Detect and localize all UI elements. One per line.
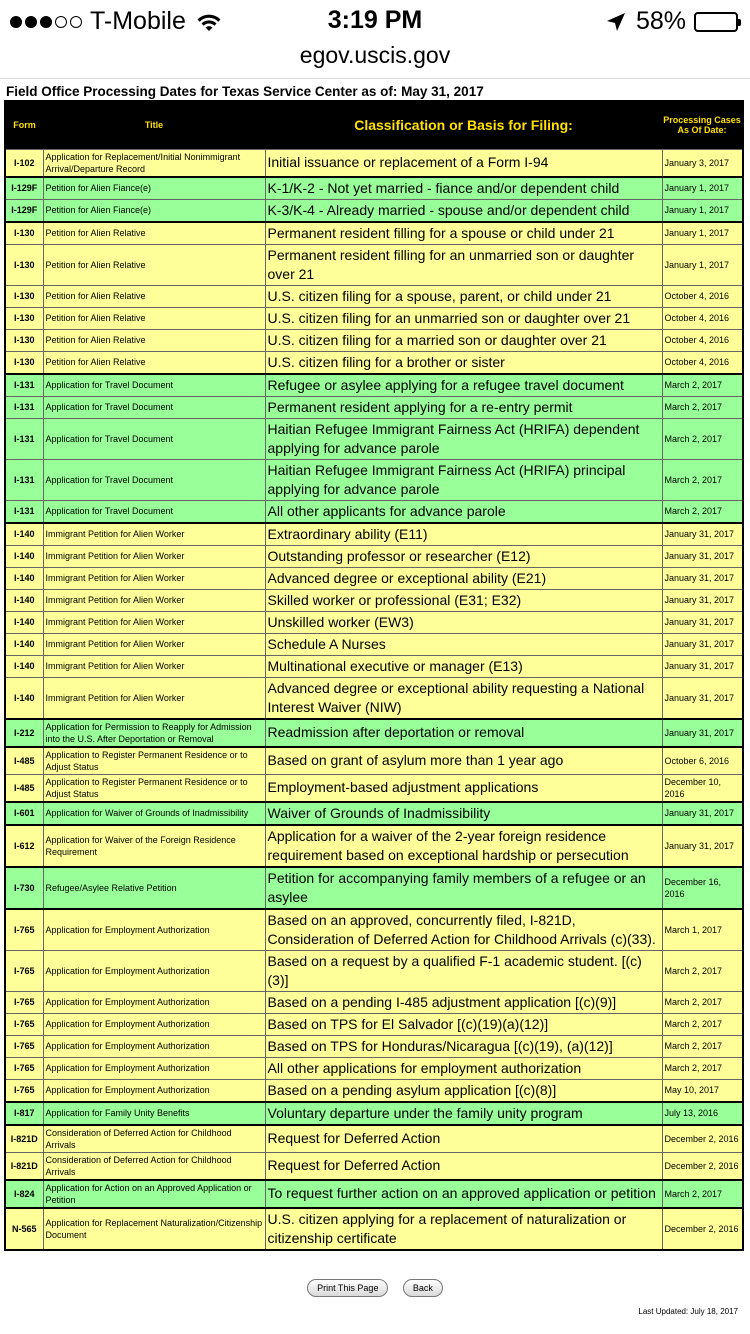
title-cell: Application for Employment Authorization xyxy=(43,909,265,951)
classification-cell: Skilled worker or professional (E31; E32) xyxy=(265,589,662,611)
title-cell: Application to Register Permanent Residence or to Adjust Status xyxy=(43,747,265,775)
form-cell: I-212 xyxy=(5,719,43,747)
table-row xyxy=(5,825,743,867)
date-cell: March 2, 2017 xyxy=(662,459,743,500)
form-cell: I-131 xyxy=(5,500,43,523)
title-cell: Application for Replacement Naturalization/Citizenship Document xyxy=(43,1208,265,1250)
title-cell: Application for Waiver of the Foreign Residence Requirement xyxy=(43,825,265,867)
form-cell: I-612 xyxy=(5,825,43,867)
date-cell: January 31, 2017 xyxy=(662,523,743,546)
title-cell: Application for Waiver of Grounds of Inadmissibility xyxy=(43,802,265,825)
date-cell: March 2, 2017 xyxy=(662,418,743,459)
table-row xyxy=(5,418,743,459)
title-cell: Application for Replacement/Initial Nonimmigrant Arrival/Departure Record xyxy=(43,149,265,177)
form-cell: I-140 xyxy=(5,633,43,655)
title-cell: Immigrant Petition for Alien Worker xyxy=(43,545,265,567)
table-row xyxy=(5,1102,743,1125)
title-cell: Application for Employment Authorization xyxy=(43,1035,265,1057)
classification-cell: Refugee or asylee applying for a refugee travel document xyxy=(265,374,662,397)
title-cell: Application to Register Permanent Residence or to Adjust Status xyxy=(43,774,265,802)
classification-cell: Schedule A Nurses xyxy=(265,633,662,655)
form-cell: I-765 xyxy=(5,1035,43,1057)
table-row xyxy=(5,747,743,775)
form-cell: I-821D xyxy=(5,1125,43,1153)
date-cell: October 4, 2016 xyxy=(662,351,743,374)
form-cell: I-131 xyxy=(5,374,43,397)
title-cell: Petition for Alien Relative xyxy=(43,222,265,245)
date-cell: January 31, 2017 xyxy=(662,611,743,633)
table-row xyxy=(5,719,743,747)
clock: 3:19 PM xyxy=(327,6,423,34)
processing-dates-table xyxy=(4,100,744,1251)
classification-cell: Haitian Refugee Immigrant Fairness Act (HRIFA) principal applying for advance parole xyxy=(265,459,662,500)
table-row xyxy=(5,1035,743,1057)
date-cell: January 1, 2017 xyxy=(662,244,743,285)
classification-cell: U.S. citizen filing for an unmarried son or daughter over 21 xyxy=(265,307,662,329)
date-cell: January 1, 2017 xyxy=(662,222,743,245)
status-bar-right xyxy=(606,7,738,36)
classification-cell: Haitian Refugee Immigrant Fairness Act (HRIFA) dependent applying for advance parole xyxy=(265,418,662,459)
date-cell: January 31, 2017 xyxy=(662,545,743,567)
date-cell: March 2, 2017 xyxy=(662,1013,743,1035)
classification-cell: Request for Deferred Action xyxy=(265,1152,662,1180)
title-cell: Application for Travel Document xyxy=(43,374,265,397)
title-cell: Application for Travel Document xyxy=(43,418,265,459)
form-cell: I-130 xyxy=(5,244,43,285)
title-cell: Immigrant Petition for Alien Worker xyxy=(43,633,265,655)
table-row xyxy=(5,774,743,802)
date-cell: May 10, 2017 xyxy=(662,1079,743,1102)
date-cell: October 4, 2016 xyxy=(662,307,743,329)
date-cell: October 6, 2016 xyxy=(662,747,743,775)
header-classification: Classification or Basis for Filing: xyxy=(265,101,662,149)
page-title: Field Office Processing Dates for Texas Service Center as of: May 31, 2017 xyxy=(6,84,484,99)
table-row xyxy=(5,633,743,655)
table-row xyxy=(5,523,743,546)
table-row xyxy=(5,459,743,500)
date-cell: March 2, 2017 xyxy=(662,374,743,397)
back-button[interactable]: Back xyxy=(403,1279,443,1297)
classification-cell: Readmission after deportation or removal xyxy=(265,719,662,747)
table-row xyxy=(5,199,743,222)
status-bar xyxy=(0,0,750,40)
date-cell: March 2, 2017 xyxy=(662,950,743,991)
title-cell: Application for Travel Document xyxy=(43,459,265,500)
classification-cell: K-1/K-2 - Not yet married - fiance and/or dependent child xyxy=(265,177,662,200)
title-cell: Application for Permission to Reapply for Admission into the U.S. After Deportation or Removal xyxy=(43,719,265,747)
table-row xyxy=(5,1057,743,1079)
form-cell: I-140 xyxy=(5,523,43,546)
classification-cell: Based on TPS for El Salvador [(c)(19)(a)(12)] xyxy=(265,1013,662,1035)
title-cell: Petition for Alien Relative xyxy=(43,244,265,285)
title-cell: Application for Employment Authorization xyxy=(43,991,265,1013)
table-header-row xyxy=(5,101,743,149)
form-cell: I-130 xyxy=(5,351,43,374)
form-cell: I-129F xyxy=(5,199,43,222)
form-cell: I-824 xyxy=(5,1180,43,1208)
battery-percent: 58% xyxy=(635,7,686,35)
title-cell: Immigrant Petition for Alien Worker xyxy=(43,567,265,589)
button-bar xyxy=(4,1278,746,1297)
classification-cell: U.S. citizen filing for a brother or sister xyxy=(265,351,662,374)
title-cell: Application for Action on an Approved Application or Petition xyxy=(43,1180,265,1208)
table-row xyxy=(5,567,743,589)
table-row xyxy=(5,307,743,329)
classification-cell: Waiver of Grounds of Inadmissibility xyxy=(265,802,662,825)
form-cell: I-485 xyxy=(5,774,43,802)
title-cell: Application for Employment Authorization xyxy=(43,950,265,991)
date-cell: March 2, 2017 xyxy=(662,500,743,523)
date-cell: January 31, 2017 xyxy=(662,677,743,719)
title-cell: Immigrant Petition for Alien Worker xyxy=(43,523,265,546)
date-cell: March 2, 2017 xyxy=(662,396,743,418)
title-cell: Application for Travel Document xyxy=(43,396,265,418)
form-cell: I-130 xyxy=(5,307,43,329)
classification-cell: Based on TPS for Honduras/Nicaragua [(c)(19), (a)(12)] xyxy=(265,1035,662,1057)
table-row xyxy=(5,1208,743,1250)
form-cell: I-129F xyxy=(5,177,43,200)
date-cell: December 16, 2016 xyxy=(662,867,743,909)
form-cell: I-765 xyxy=(5,1079,43,1102)
table-row xyxy=(5,589,743,611)
classification-cell: Employment-based adjustment applications xyxy=(265,774,662,802)
date-cell: January 31, 2017 xyxy=(662,633,743,655)
classification-cell: Based on a pending asylum application [(c)(8)] xyxy=(265,1079,662,1102)
title-cell: Immigrant Petition for Alien Worker xyxy=(43,655,265,677)
form-cell: I-821D xyxy=(5,1152,43,1180)
table-row xyxy=(5,396,743,418)
date-cell: January 31, 2017 xyxy=(662,567,743,589)
title-cell: Application for Employment Authorization xyxy=(43,1013,265,1035)
title-cell: Application for Travel Document xyxy=(43,500,265,523)
classification-cell: U.S. citizen filing for a married son or daughter over 21 xyxy=(265,329,662,351)
table-body xyxy=(5,149,743,1250)
title-cell: Petition for Alien Fiance(e) xyxy=(43,199,265,222)
battery-icon xyxy=(694,12,738,32)
classification-cell: All other applications for employment authorization xyxy=(265,1057,662,1079)
classification-cell: Permanent resident filling for an unmarried son or daughter over 21 xyxy=(265,244,662,285)
title-cell: Application for Family Unity Benefits xyxy=(43,1102,265,1125)
date-cell: March 2, 2017 xyxy=(662,1057,743,1079)
form-cell: I-765 xyxy=(5,991,43,1013)
date-cell: October 4, 2016 xyxy=(662,329,743,351)
date-cell: December 2, 2016 xyxy=(662,1152,743,1180)
page-content xyxy=(0,79,750,1316)
classification-cell: Based on a pending I-485 adjustment application [(c)(9)] xyxy=(265,991,662,1013)
table-row xyxy=(5,244,743,285)
form-cell: I-140 xyxy=(5,567,43,589)
classification-cell: U.S. citizen applying for a replacement of naturalization or citizenship certificate xyxy=(265,1208,662,1250)
url-text[interactable]: egov.uscis.gov xyxy=(299,42,451,68)
date-cell: March 1, 2017 xyxy=(662,909,743,951)
table-row xyxy=(5,1013,743,1035)
classification-cell: Advanced degree or exceptional ability (E21) xyxy=(265,567,662,589)
classification-cell: Based on a request by a qualified F-1 academic student. [(c)(3)] xyxy=(265,950,662,991)
classification-cell: To request further action on an approved application or petition xyxy=(265,1180,662,1208)
table-row xyxy=(5,1152,743,1180)
title-cell: Application for Employment Authorization xyxy=(43,1079,265,1102)
classification-cell: Permanent resident applying for a re-entry permit xyxy=(265,396,662,418)
header-date: Processing Cases As Of Date: xyxy=(662,101,743,149)
title-cell: Immigrant Petition for Alien Worker xyxy=(43,677,265,719)
form-cell: I-765 xyxy=(5,909,43,951)
title-cell: Consideration of Deferred Action for Childhood Arrivals xyxy=(43,1152,265,1180)
classification-cell: Unskilled worker (EW3) xyxy=(265,611,662,633)
table-row xyxy=(5,802,743,825)
table-row xyxy=(5,867,743,909)
classification-cell: Based on grant of asylum more than 1 year ago xyxy=(265,747,662,775)
classification-cell: Based on an approved, concurrently filed, I-821D, Consideration of Deferred Action for Childhood Arrivals (c)(33). xyxy=(265,909,662,951)
title-cell: Immigrant Petition for Alien Worker xyxy=(43,589,265,611)
classification-cell: Voluntary departure under the family unity program xyxy=(265,1102,662,1125)
classification-cell: K-3/K-4 - Already married - spouse and/or dependent child xyxy=(265,199,662,222)
form-cell: I-130 xyxy=(5,222,43,245)
form-cell: I-140 xyxy=(5,655,43,677)
form-cell: I-601 xyxy=(5,802,43,825)
date-cell: January 31, 2017 xyxy=(662,802,743,825)
title-cell: Refugee/Asylee Relative Petition xyxy=(43,867,265,909)
header-form: Form xyxy=(5,101,43,149)
form-cell: I-765 xyxy=(5,1013,43,1035)
date-cell: January 3, 2017 xyxy=(662,149,743,177)
date-cell: October 4, 2016 xyxy=(662,285,743,307)
table-row xyxy=(5,374,743,397)
carrier-label: T-Mobile xyxy=(90,7,186,35)
address-bar[interactable] xyxy=(0,40,750,79)
classification-cell: Petition for accompanying family members of a refugee or an asylee xyxy=(265,867,662,909)
form-cell: I-131 xyxy=(5,459,43,500)
form-cell: I-765 xyxy=(5,950,43,991)
date-cell: March 2, 2017 xyxy=(662,1180,743,1208)
form-cell: I-102 xyxy=(5,149,43,177)
title-cell: Immigrant Petition for Alien Worker xyxy=(43,611,265,633)
form-cell: I-130 xyxy=(5,285,43,307)
table-row xyxy=(5,1180,743,1208)
date-cell: March 2, 2017 xyxy=(662,1035,743,1057)
date-cell: January 31, 2017 xyxy=(662,655,743,677)
form-cell: I-485 xyxy=(5,747,43,775)
title-cell: Petition for Alien Relative xyxy=(43,351,265,374)
table-row xyxy=(5,351,743,374)
title-cell: Application for Employment Authorization xyxy=(43,1057,265,1079)
table-row xyxy=(5,285,743,307)
form-cell: I-140 xyxy=(5,545,43,567)
table-row xyxy=(5,329,743,351)
form-cell: N-565 xyxy=(5,1208,43,1250)
title-cell: Petition for Alien Relative xyxy=(43,307,265,329)
table-row xyxy=(5,545,743,567)
table-row xyxy=(5,677,743,719)
table-row xyxy=(5,177,743,200)
table-row xyxy=(5,991,743,1013)
header-title: Title xyxy=(43,101,265,149)
date-cell: July 13, 2016 xyxy=(662,1102,743,1125)
date-cell: January 31, 2017 xyxy=(662,719,743,747)
classification-cell: All other applicants for advance parole xyxy=(265,500,662,523)
last-updated: Last Updated: July 18, 2017 xyxy=(638,1306,738,1316)
date-cell: January 1, 2017 xyxy=(662,177,743,200)
form-cell: I-817 xyxy=(5,1102,43,1125)
table-row xyxy=(5,149,743,177)
title-cell: Petition for Alien Fiance(e) xyxy=(43,177,265,200)
classification-cell: Multinational executive or manager (E13) xyxy=(265,655,662,677)
date-cell: December 2, 2016 xyxy=(662,1125,743,1153)
title-cell: Petition for Alien Relative xyxy=(43,285,265,307)
form-cell: I-131 xyxy=(5,418,43,459)
table-row xyxy=(5,1125,743,1153)
classification-cell: Permanent resident filling for a spouse or child under 21 xyxy=(265,222,662,245)
print-button[interactable]: Print This Page xyxy=(307,1279,388,1297)
form-cell: I-140 xyxy=(5,589,43,611)
classification-cell: Advanced degree or exceptional ability requesting a National Interest Waiver (NIW) xyxy=(265,677,662,719)
classification-cell: Initial issuance or replacement of a Form I-94 xyxy=(265,149,662,177)
form-cell: I-730 xyxy=(5,867,43,909)
form-cell: I-140 xyxy=(5,677,43,719)
location-arrow-icon xyxy=(606,12,626,32)
form-cell: I-765 xyxy=(5,1057,43,1079)
classification-cell: Request for Deferred Action xyxy=(265,1125,662,1153)
date-cell: March 2, 2017 xyxy=(662,991,743,1013)
date-cell: January 1, 2017 xyxy=(662,199,743,222)
table-row xyxy=(5,655,743,677)
classification-cell: Outstanding professor or researcher (E12) xyxy=(265,545,662,567)
table-row xyxy=(5,950,743,991)
classification-cell: U.S. citizen filing for a spouse, parent, or child under 21 xyxy=(265,285,662,307)
table-row xyxy=(5,611,743,633)
table-row xyxy=(5,500,743,523)
title-cell: Petition for Alien Relative xyxy=(43,329,265,351)
date-cell: December 10, 2016 xyxy=(662,774,743,802)
date-cell: December 2, 2016 xyxy=(662,1208,743,1250)
form-cell: I-131 xyxy=(5,396,43,418)
form-cell: I-130 xyxy=(5,329,43,351)
title-cell: Consideration of Deferred Action for Childhood Arrivals xyxy=(43,1125,265,1153)
form-cell: I-140 xyxy=(5,611,43,633)
date-cell: January 31, 2017 xyxy=(662,825,743,867)
classification-cell: Extraordinary ability (E11) xyxy=(265,523,662,546)
table-row xyxy=(5,1079,743,1102)
table-row xyxy=(5,222,743,245)
date-cell: January 31, 2017 xyxy=(662,589,743,611)
classification-cell: Application for a waiver of the 2-year foreign residence requirement based on exceptional hardship or persecution xyxy=(265,825,662,867)
table-row xyxy=(5,909,743,951)
